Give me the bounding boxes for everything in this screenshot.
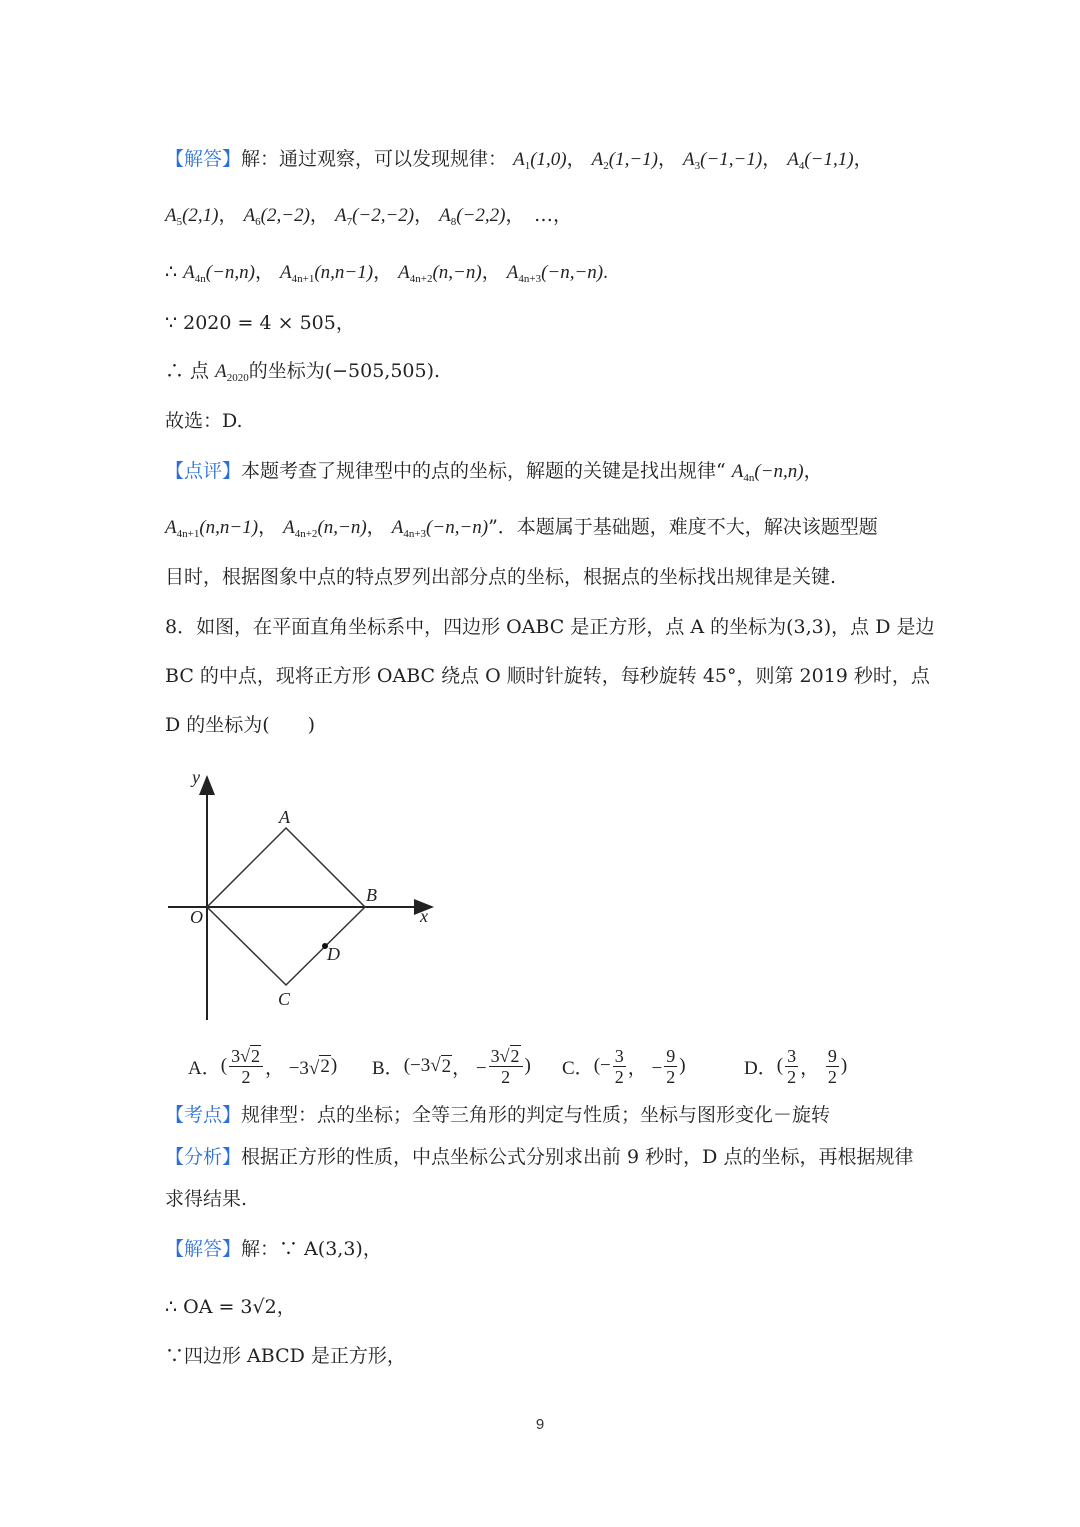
label-c: C <box>278 989 291 1009</box>
solution-line-1: 【解答】解：∵ A(3,3)， <box>165 1238 382 1260</box>
prev-answer-line-5: ∴ 点 $A_{2020}$的坐标为(−505,505). <box>165 360 441 384</box>
analysis-line-2: 求得结果. <box>165 1188 248 1210</box>
option-b[interactable]: B． (−3√ 2 ， − $\frac{3√2}{2}$ ) <box>372 1045 531 1087</box>
point-a1: $A_1(1,0)$ <box>513 149 567 172</box>
page-number: 9 <box>535 1416 545 1433</box>
comment-tag: 【点评】 <box>165 460 242 482</box>
label-a: A <box>279 807 290 827</box>
kaodian-line: 【考点】规律型：点的坐标；全等三角形的判定与性质；坐标与图形变化－旋转 <box>165 1104 831 1126</box>
comment-line-2: $A_{4n+1}(n,n-1)$， $A_{4n+2}(n,-n)$， $A_{4n+3}(-n,-n)$”．本题属于基础题，难度不大，解决该题型题 <box>165 516 878 540</box>
analysis-line-1: 【分析】根据正方形的性质，中点坐标公式分别求出前 9 秒时，D 点的坐标，再根据规律 <box>165 1146 914 1168</box>
point-a2: $A_2(1,-1)$ <box>591 149 658 172</box>
label-b: B <box>366 885 377 905</box>
kaodian-tag: 【考点】 <box>165 1104 242 1126</box>
point-a3: $A_3(-1,-1)$ <box>683 149 763 172</box>
option-a[interactable]: A． ( $\frac{3√2}{2}$ ， −3√ 2 ) <box>188 1045 338 1087</box>
coordinate-figure <box>160 765 460 1025</box>
analysis-tag: 【分析】 <box>165 1146 242 1168</box>
label-o: O <box>190 907 203 927</box>
prev-answer-line-3: ∴ $A_{4n}(-n,n)$， $A_{4n+1}(n,n-1)$， $A_{4n+2}(n,-n)$， $A_{4n+3}(-n,-n)$. <box>165 261 608 285</box>
question-8-line-3: D 的坐标为( ) <box>165 714 316 736</box>
label-d: D <box>327 944 340 964</box>
label-y: y <box>192 767 200 787</box>
point-a4: $A_4(-1,1)$ <box>787 149 854 172</box>
prev-answer-line-6: 故选：D. <box>165 410 243 432</box>
answer-tag: 【解答】 <box>165 148 242 170</box>
question-8-line-2: BC 的中点，现将正方形 OABC 绕点 O 顺时针旋转，每秒旋转 45°，则第 2019 秒时，点 <box>165 665 930 687</box>
comment-line-1: 【点评】本题考查了规律型中的点的坐标，解题的关键是找出规律“ $A_{4n}(-n,n)$， <box>165 460 823 484</box>
prev-answer-line-2: $A_5(2,1)$， $A_6(2,-2)$， $A_7(-2,-2)$， $A_8(-2,2)$， …， <box>165 204 573 228</box>
option-d[interactable]: D． ( $\frac{3}{2}$ ， $\frac{9}{2}$ ) <box>744 1045 848 1087</box>
prev-answer-line-4: ∵ 2020 = 4 × 505， <box>165 312 355 334</box>
solution-tag: 【解答】 <box>165 1238 242 1260</box>
solution-line-2: ∴ OA = 3√2， <box>165 1296 296 1318</box>
question-8-line-1: 8．如图，在平面直角坐标系中，四边形 OABC 是正方形，点 A 的坐标为(3,3)，点 D 是边 <box>165 616 935 638</box>
label-x: x <box>420 906 428 926</box>
prev-answer-line-1: 【解答】解：通过观察，可以发现规律： $A_1(1,0)$， $A_2(1,-1)$， $A_3(-1,-1)$， $A_4(-1,1)$， <box>165 148 873 172</box>
solution-line-3: ∵四边形 ABCD 是正方形， <box>165 1345 406 1367</box>
comment-line-3: 目时，根据图象中点的特点罗列出部分点的坐标，根据点的坐标找出规律是关键. <box>165 566 837 588</box>
option-c[interactable]: C． (− $\frac{3}{2}$ ， − $\frac{9}{2}$ ) <box>562 1045 686 1087</box>
